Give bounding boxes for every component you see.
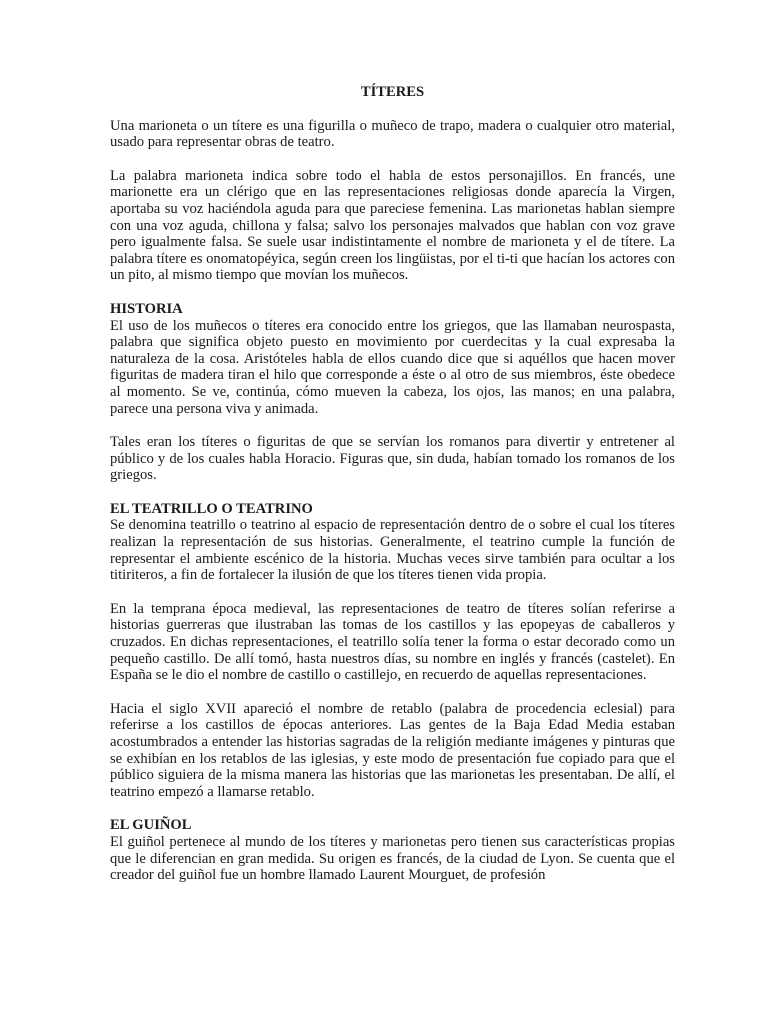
intro-paragraph-2: La palabra marioneta indica sobre todo el habla de estos personajillos. En francés, une marionette era un clérigo que en las representaciones religiosas donde aparecía la Virgen, aportaba su voz haciéndola aguda para que pareciese femenina. Las marionetas hablan siempre con una voz aguda, chillona y falsa; salvo los personajes malvados que hablan con voz grave pero igualmente falsa. Se suele usar indistintamente el nombre de marioneta y el de títere. La palabra títere es onomatopéyica, según creen los lingüistas, por el ti-ti que hacían los actores con un pito, al mismo tiempo que movían los muñecos.: [110, 167, 675, 284]
section-historia: [110, 301, 675, 484]
section-paragraph: En la temprana época medieval, las representaciones de teatro de títeres solían referirse a historias guerreras que ilustraban las tomas de los castillos y las epopeyas de caballeros y cruzados. En dichas representaciones, el teatrillo solía tener la forma o estar decorado como un pequeño castillo. De allí tomó, hasta nuestros días, su nombre en inglés y francés (castelet). En España se le dio el nombre de castillo o castillejo, en recuerdo de aquellas representaciones.: [110, 600, 675, 684]
section-paragraph: Se denomina teatrillo o teatrino al espacio de representación dentro de o sobre el cual los títeres realizan la representación de sus historias. Generalmente, el teatrino cumple la función de representar el ambiente escénico de la historia. Muchas veces sirve también para ocultar a los titiriteros, a fin de fortalecer la ilusión de que los títeres tienen vida propia.: [110, 517, 675, 584]
section-teatrillo: [110, 501, 675, 801]
section-paragraph: El uso de los muñecos o títeres era conocido entre los griegos, que las llamaban neurospasta, palabra que significa objeto puesto en movimiento por cuerdecitas y la cual expresaba la naturaleza de la cosa. Aristóteles habla de ellos cuando dice que si aquéllos que hacen mover figuritas de madera tiran el hilo que corresponde a éste o al otro de sus miembros, éste obedece al momento. Se ve, continúa, cómo mueven la cabeza, los ojos, las manos; en una palabra, parece una persona viva y animada.: [110, 317, 675, 417]
section-paragraph: Tales eran los títeres o figuritas de que se servían los romanos para divertir y entretener al público y de los cuales habla Horacio. Figuras que, sin duda, habían tomado los romanos de los griegos.: [110, 434, 675, 484]
intro-paragraph-1: Una marioneta o un títere es una figurilla o muñeco de trapo, madera o cualquier otro material, usado para representar obras de teatro.: [110, 117, 675, 151]
document-title: TÍTERES: [360, 84, 425, 100]
section-heading: EL TEATRILLO O TEATRINO: [110, 500, 313, 517]
section-heading: HISTORIA: [110, 300, 183, 317]
section-heading: EL GUIÑOL: [110, 817, 192, 834]
document-page: [110, 84, 675, 901]
section-guinol: [110, 817, 675, 883]
section-paragraph: Hacia el siglo XVII apareció el nombre de retablo (palabra de procedencia eclesial) para referirse a los castillos de épocas anteriores. Las gentes de la Baja Edad Media estaban acostumbrados a entender las historias sagradas de la religión mediante imágenes y pinturas que se exhibían en los retablos de las iglesias, y este modo de presentación fue copiado para que el público siguiera de la misma manera las historias que las marionetas les presentaban. De allí, el teatrino empezó a llamarse retablo.: [110, 700, 675, 800]
section-paragraph: El guiñol pertenece al mundo de los títeres y marionetas pero tienen sus características propias que le diferencian en gran medida. Su origen es francés, de la ciudad de Lyon. Se cuenta que el creador del guiñol fue un hombre llamado Laurent Mourguet, de profesión: [110, 833, 675, 884]
